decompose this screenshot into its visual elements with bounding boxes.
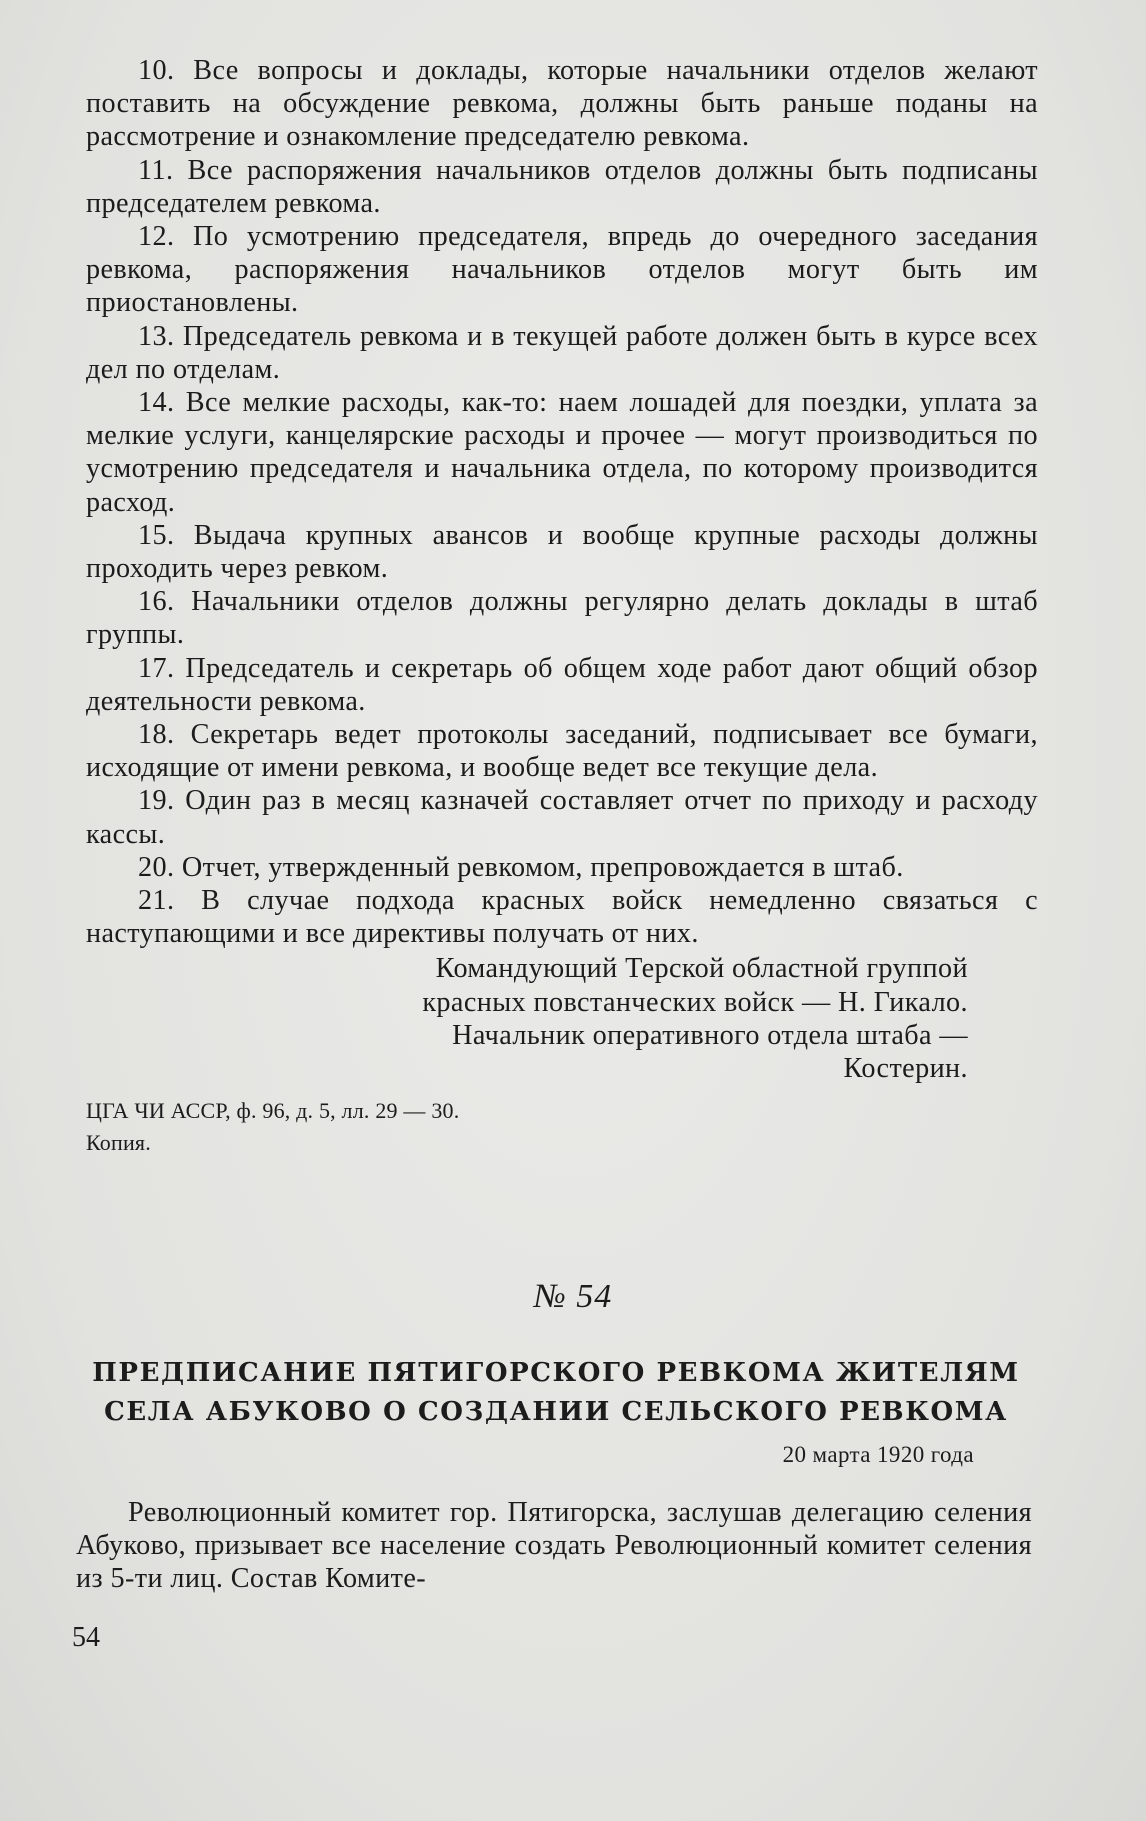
document-title-line-2: СЕЛА АБУКОВО О СОЗДАНИИ СЕЛЬСКОГО РЕВКОМА (104, 1397, 1008, 1427)
paragraph-20: 20. Отчет, утвержденный ревкомом, препровождается в штаб. (138, 851, 904, 883)
paragraph-17: 17. Председатель и секретарь об общем ходе работ дают общий обзор деятельности ревкома. (86, 652, 1038, 717)
signature-line-chief-title: Начальник оперативного отдела штаба — (452, 1019, 968, 1051)
page-number: 54 (72, 1622, 100, 1653)
paragraph-13: 13. Председатель ревкома и в текущей работе должен быть в курсе всех дел по отделам. (86, 320, 1038, 385)
paragraph-12: 12. По усмотрению председателя, впредь до очередного заседания ревкома, распоряжения начальников отделов могут быть им приостановлены. (86, 221, 1038, 319)
paragraph-10: 10. Все вопросы и доклады, которые начальники отделов желают поставить на обсуждение ревкома, должны быть раньше поданы на рассмотрение и ознакомление председателю ревкома. (86, 55, 1038, 153)
signature-line-commander-title: Командующий Терской областной группой (435, 953, 968, 985)
document-title-line-1: ПРЕДПИСАНИЕ ПЯТИГОРСКОГО РЕВКОМА ЖИТЕЛЯМ (92, 1358, 1020, 1388)
paragraph-18: 18. Секретарь ведет протоколы заседаний, подписывает все бумаги, исходящие от имени ревкома, и вообще ведет все текущие дела. (86, 719, 1038, 784)
main-text-block (86, 54, 1038, 1159)
paragraph-15: 15. Выдача крупных авансов и вообще крупные расходы должны проходить через ревком. (86, 519, 1038, 585)
archive-reference: ЦГА ЧИ АССР, ф. 96, д. 5, лл. 29 — 30. (86, 1098, 460, 1124)
document-number: № 54 (533, 1278, 613, 1315)
paragraph-21: 21. В случае подхода красных войск немедленно связаться с наступающими и все директивы получать от них. (86, 885, 1038, 950)
document-body-paragraph: Революционный комитет гор. Пятигорска, заслушав делегацию селения Абуково, призывает все население создать Революционный комитет селения из 5-ти лиц. Состав Комите- (76, 1497, 1032, 1595)
archive-reference-block (86, 1095, 1038, 1159)
signature-line-chief-name: Костерин. (843, 1053, 968, 1085)
copy-note: Копия. (86, 1130, 151, 1156)
paragraph-19: 19. Один раз в месяц казначей составляет отчет по приходу и расходу кассы. (86, 785, 1038, 850)
document-date: 20 марта 1920 года (782, 1442, 974, 1467)
signature-line-commander-name: красных повстанческих войск — Н. Гикало. (422, 986, 968, 1018)
paragraph-11: 11. Все распоряжения начальников отделов должны быть подписаны председателем ревкома. (86, 154, 1038, 219)
signature-block (86, 952, 1038, 1085)
paragraph-14: 14. Все мелкие расходы, как-то: наем лошадей для поездки, уплата за мелкие услуги, канцелярские расходы и прочее — могут производиться по усмотрению председателя и начальника отдела, по которому производится расход. (86, 387, 1038, 518)
document-title (76, 1354, 1036, 1432)
paragraph-16: 16. Начальники отделов должны регулярно делать доклады в штаб группы. (86, 586, 1038, 651)
